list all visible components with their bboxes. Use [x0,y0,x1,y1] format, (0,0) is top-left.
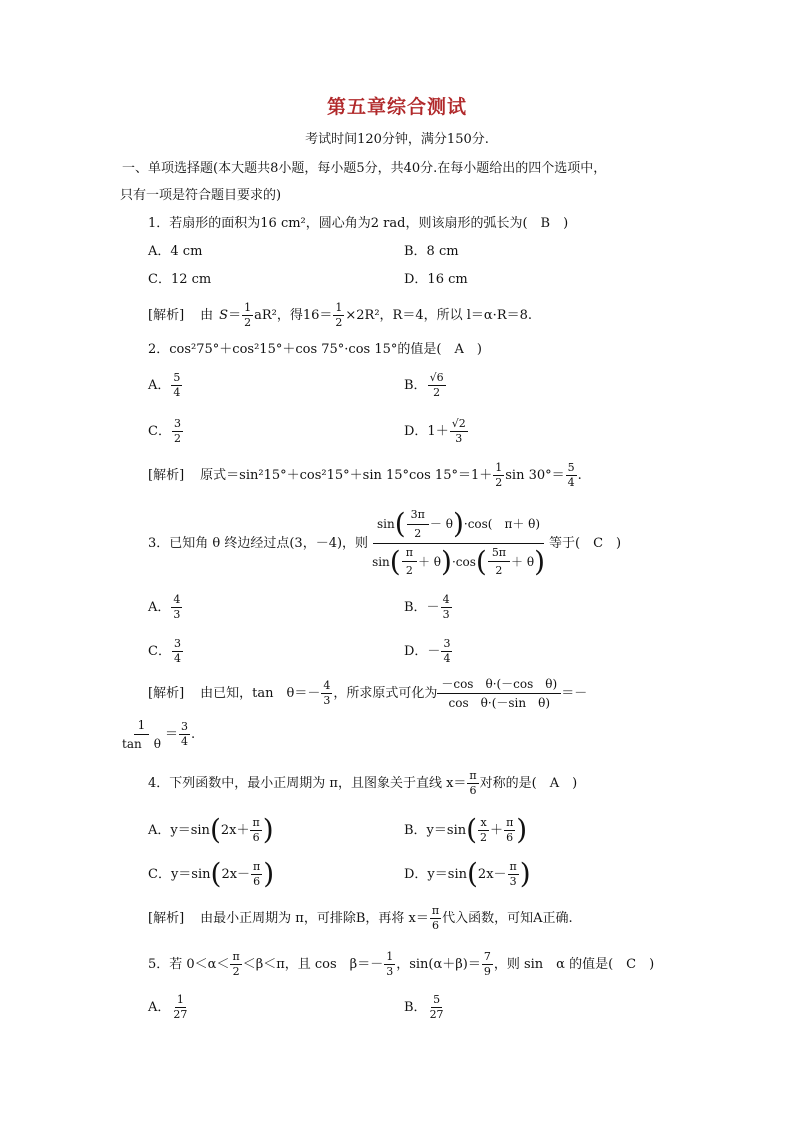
question-2-analysis: [解析] 原式＝sin²15°＋cos²15°＋sin 15°cos 15°＝1＋ $\frac{1}{2}$ sin 30°＝ $\frac{5}{4}$ . [148,460,582,489]
question-3-option-b: B．－ $\frac{4}{3}$ [404,592,450,621]
question-4-option-c: C．y＝sin ( 2x－ $\frac{\pi}{6}$ ) [148,857,275,890]
question-4-option-a: A．y＝sin ( 2x＋ $\frac{\pi}{6}$ ) [148,813,274,846]
page-title: 第五章综合测试 [326,96,467,118]
fraction-1-2: $\frac{1}{2}$ [244,300,252,329]
question-1-option-d: D．16 cm [404,272,468,287]
fraction-1-2: $\frac{1}{2}$ [335,300,343,329]
question-2-option-a: A． $\frac{5}{4}$ [148,370,181,399]
question-3-analysis: [解析] 由已知，tan θ＝－ $\frac{4}{3}$ ，所求原式可化为 $\frac{\text{－cos θ·(－cos θ)}}{\text{cos θ·(－sin θ)}}$ ＝－ [148,676,588,710]
question-1-analysis: [解析] 由 S ＝ $\frac{1}{2}$ aR²，得16＝ $\frac{1}{2}$ ×2R²，R＝4，所以 l＝α·R＝8. [148,300,533,329]
exam-info: 考试时间120分钟，满分150分. [305,132,489,147]
analysis-label: [解析] [148,467,185,483]
question-4-option-b: B．y＝sin ( $\frac{x}{2}$ ＋ $\frac{\pi}{6}$ ) [404,813,528,846]
question-3-stem: 3．已知角 θ 终边经过点(3，－4)，则 sin ( $\frac{3\pi}{2}$ － θ ) ·cos( π＋ θ) sin ( $\frac{\pi}{2}$ ＋ θ ) ·cos ( $\frac{5\pi}{2}$ ＋ θ ) 等于( C ) [148,507,622,578]
analysis-label: [解析] [148,307,185,323]
section-heading-line2: 只有一项是符合题目要求的) [120,188,282,203]
analysis-label: [解析] [148,910,185,926]
question-3-analysis-cont: $\frac{1}{\text{tan θ}}$ ＝ $\frac{3}{4}$ . [122,717,196,751]
question-4-option-d: D．y＝sin ( 2x－ $\frac{\pi}{3}$ ) [404,857,531,890]
section-heading-line1: 一、单项选择题(本大题共8小题，每小题5分，共40分.在每小题给出的四个选项中， [122,161,607,176]
question-3-option-a: A． $\frac{4}{3}$ [148,592,181,621]
question-1-option-b: B．8 cm [404,244,459,259]
question-3-option-c: C． $\frac{3}{4}$ [148,636,181,665]
question-5-option-b: B． $\frac{5}{27}$ [404,992,444,1021]
question-5-option-a: A． $\frac{1}{27}$ [148,992,188,1021]
question-1-stem: 1．若扇形的面积为16 cm²，圆心角为2 rad，则该扇形的弧长为( B ) [148,216,569,231]
question-1-option-c: C．12 cm [148,272,212,287]
question-5-stem: 5．若 0＜α＜ $\frac{\pi}{2}$ ＜β＜π，且 cos β＝－ $\frac{1}{3}$ ，sin(α＋β)＝ $\frac{7}{9}$ ，则 sin α 的值是( C ) [148,949,655,978]
question-2-option-c: C． $\frac{3}{2}$ [148,416,181,445]
question-2-option-b: B． $\frac{√6}{2}$ [404,370,444,399]
question-4-analysis: [解析] 由最小正周期为 π，可排除B，再将 x＝ $\frac{\pi}{6}$ 代入函数，可知A正确. [148,903,573,932]
question-2-stem: 2．cos²75°＋cos²15°＋cos 75°·cos 15°的值是( A ) [148,342,482,357]
analysis-label: [解析] [148,685,185,701]
question-1-option-a: A．4 cm [148,244,203,259]
question-2-option-d: D．1＋ $\frac{√2}{3}$ [404,416,466,445]
question-3-option-d: D．－ $\frac{3}{4}$ [404,636,451,665]
question-4-stem: 4．下列函数中，最小正周期为 π，且图象关于直线 x＝ $\frac{\pi}{6}$ 对称的是( A ) [148,768,578,797]
question-3-expression: sin ( $\frac{3\pi}{2}$ － θ ) ·cos( π＋ θ) sin ( $\frac{\pi}{2}$ ＋ θ ) ·cos ( $\frac{5\pi}{2}$ ＋ θ ) [372,507,546,578]
